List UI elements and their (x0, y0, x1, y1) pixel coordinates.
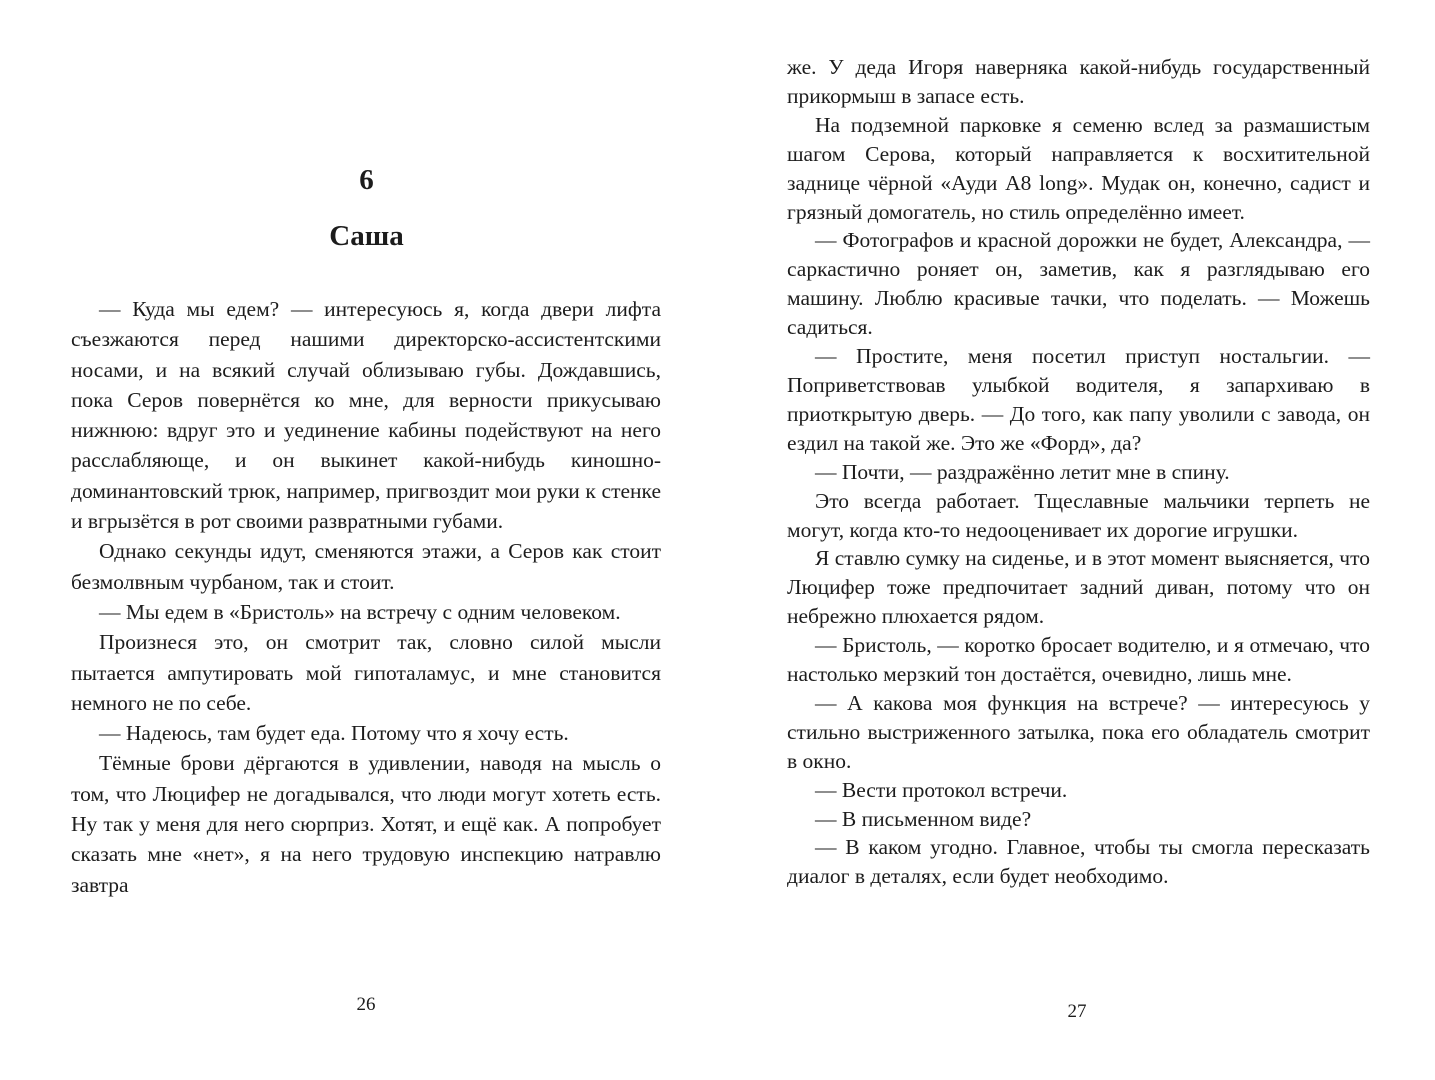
chapter-title: Саша (329, 220, 404, 252)
paragraph: — Надеюсь, там будет еда. Потому что я хочу есть. (99, 721, 569, 746)
paragraph: Тёмные брови дёргаются в удивлении, наводя на мысль о том, что Люцифер не догадывался, что люди могут хотеть есть. Ну так у меня для него сюрприз. Хотят, и ещё как. А попробует сказать мне «нет», я на него трудовую инспекцию натравлю завтра (71, 751, 661, 897)
page-number: 27 (1067, 1001, 1087, 1022)
paragraph: — В письменном виде? (815, 806, 1032, 831)
paragraph: — А какова моя функция на встрече? — интересуюсь у стильно выстриженного затылка, пока его обладатель смотрит в окно. (787, 690, 1370, 773)
paragraph: Это всегда работает. Тщеславные мальчики терпеть не могут, когда кто-то недооценивает их дорогие игрушки. (787, 488, 1370, 542)
paragraph: же. У деда Игоря наверняка какой-нибудь государственный прикормыш в запасе есть. (787, 55, 1370, 108)
paragraph: — Простите, меня посетил приступ ностальгии. — Поприветствовав улыбкой водителя, я запархиваю в приоткрытую дверь. — До того, как папу уволили с завода, он ездил на такой же. Это же «Форд», да? (787, 344, 1370, 455)
paragraph: — Вести протокол встречи. (815, 777, 1068, 802)
left-page-text (71, 294, 661, 900)
paragraph: — Фотографов и красной дорожки не будет, Александра, — саркастично роняет он, заметив, как я разглядываю его машину. Люблю красивые тачки, что поделать. — Можешь садиться. (787, 228, 1370, 340)
page-number: 26 (356, 994, 376, 1015)
paragraph: — Мы едем в «Бристоль» на встречу с одним человеком. (99, 599, 621, 624)
paragraph: На подземной парковке я семеню вслед за размашистым шагом Серова, который направляется к восхитительной заднице чёрной «Ауди А8 long». Мудак он, конечно, садист и грязный домогатель, но стиль определённо имеет. (787, 112, 1370, 224)
chapter-number: 6 (359, 164, 374, 196)
paragraph: — Куда мы едем? — интересуюсь я, когда двери лифта съезжаются перед нашими директорско-ассистентскими носами, и на всякий случай облизываю губы. Дождавшись, пока Серов повернётся ко мне, для верности прикусываю нижнюю: вдруг это и уединение кабины подействуют на него расслабляюще, и он выкинет какой-нибудь киношно-доминантовский трюк, например, пригвоздит мои руки к стенке и вгрызётся в рот своими развратными губами. (71, 297, 661, 534)
paragraph: — Бристоль, — коротко бросает водителю, и я отмечаю, что настолько мерзкий тон достаётся, очевидно, лишь мне. (787, 633, 1370, 687)
paragraph: Произнеся это, он смотрит так, словно силой мысли пытается ампутировать мой гипоталамус, и мне становится немного не по себе. (71, 630, 661, 715)
paragraph: — Почти, — раздражённо летит мне в спину. (815, 459, 1230, 484)
right-page (717, 0, 1435, 1080)
right-page-text (787, 53, 1370, 891)
paragraph: — В каком угодно. Главное, чтобы ты смогла пересказать диалог в деталях, если будет необходимо. (787, 835, 1370, 889)
left-page (0, 0, 717, 1080)
paragraph: Я ставлю сумку на сиденье, и в этот момент выясняется, что Люцифер тоже предпочитает задний диван, потому что он небрежно плюхается рядом. (787, 546, 1370, 629)
paragraph: Однако секунды идут, сменяются этажи, а Серов как стоит безмолвным чурбаном, так и стоит. (71, 539, 661, 594)
